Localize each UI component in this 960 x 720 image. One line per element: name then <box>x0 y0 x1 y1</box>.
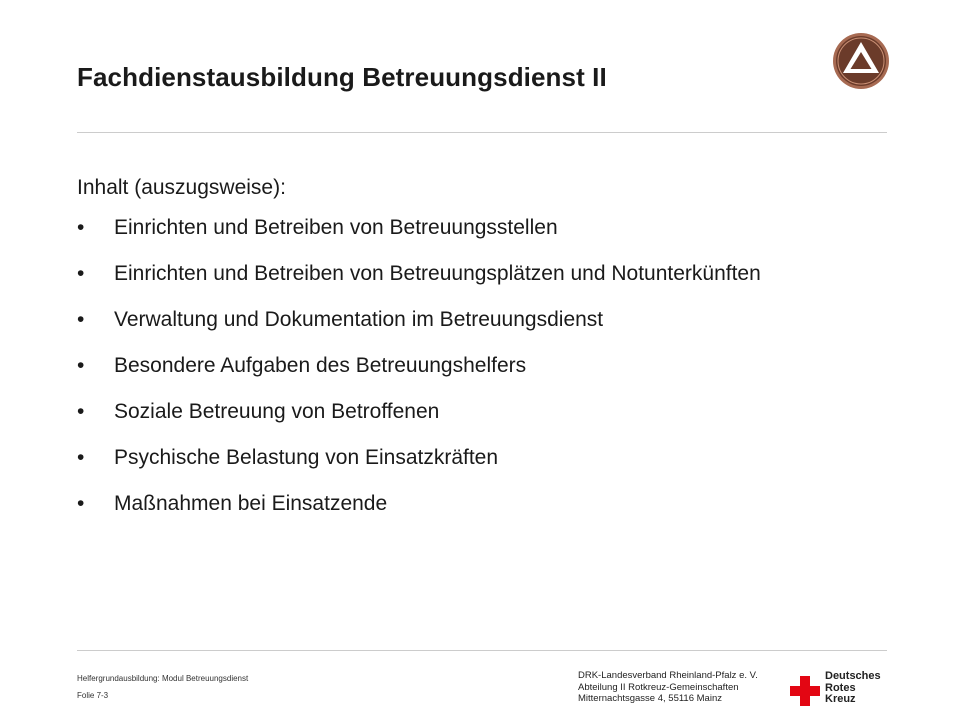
drk-wordmark-line: Rotes <box>825 681 856 694</box>
footer-address-line: Abteilung II Rotkreuz-Gemeinschaften <box>578 681 739 693</box>
drk-wordmark-line: Deutsches <box>825 670 881 682</box>
betreuungsdienst-emblem-icon <box>832 32 890 90</box>
content-list <box>77 216 777 538</box>
footer-address-line: DRK-Landesverband Rheinland-Pfalz e. V. <box>578 670 758 681</box>
footer-course-name: Helfergrundausbildung: Modul Betreuungsdienst <box>77 674 249 683</box>
list-item-text: Maßnahmen bei Einsatzende <box>114 492 388 515</box>
drk-logo-wordmark <box>825 671 881 706</box>
list-item-text: Besondere Aufgaben des Betreuungshelfers <box>114 354 527 377</box>
list-item <box>77 446 777 470</box>
footer-address <box>578 670 758 705</box>
bullet-icon: • <box>77 446 85 469</box>
bullet-icon: • <box>77 216 85 239</box>
list-item-text: Einrichten und Betreiben von Betreuungsplätzen und Notunterkünften <box>114 262 761 285</box>
list-item <box>77 262 777 286</box>
list-item <box>77 354 777 378</box>
list-item-text: Psychische Belastung von Einsatzkräften <box>114 446 499 469</box>
list-item <box>77 216 777 240</box>
content-intro: Inhalt (auszugsweise): <box>77 176 286 199</box>
bullet-icon: • <box>77 308 85 331</box>
list-item-text: Einrichten und Betreiben von Betreuungsstellen <box>114 216 558 239</box>
list-item <box>77 492 777 516</box>
drk-wordmark-line: Kreuz <box>825 693 856 705</box>
footer-course-info <box>77 670 248 704</box>
list-item-text: Verwaltung und Dokumentation im Betreuungsdienst <box>114 308 604 331</box>
footer-slide-number: Folie 7-3 <box>77 691 109 700</box>
list-item-text: Soziale Betreuung von Betroffenen <box>114 400 440 423</box>
footer-divider <box>77 650 887 651</box>
bullet-icon: • <box>77 262 85 285</box>
slide-title: Fachdienstausbildung Betreuungsdienst II <box>77 62 607 92</box>
red-cross-icon <box>790 676 820 706</box>
bullet-icon: • <box>77 492 85 515</box>
list-item <box>77 308 777 332</box>
header-divider <box>77 132 887 133</box>
footer-address-line: Mitternachtsgasse 4, 55116 Mainz <box>578 693 722 704</box>
bullet-icon: • <box>77 400 85 423</box>
list-item <box>77 400 777 424</box>
bullet-icon: • <box>77 354 85 377</box>
